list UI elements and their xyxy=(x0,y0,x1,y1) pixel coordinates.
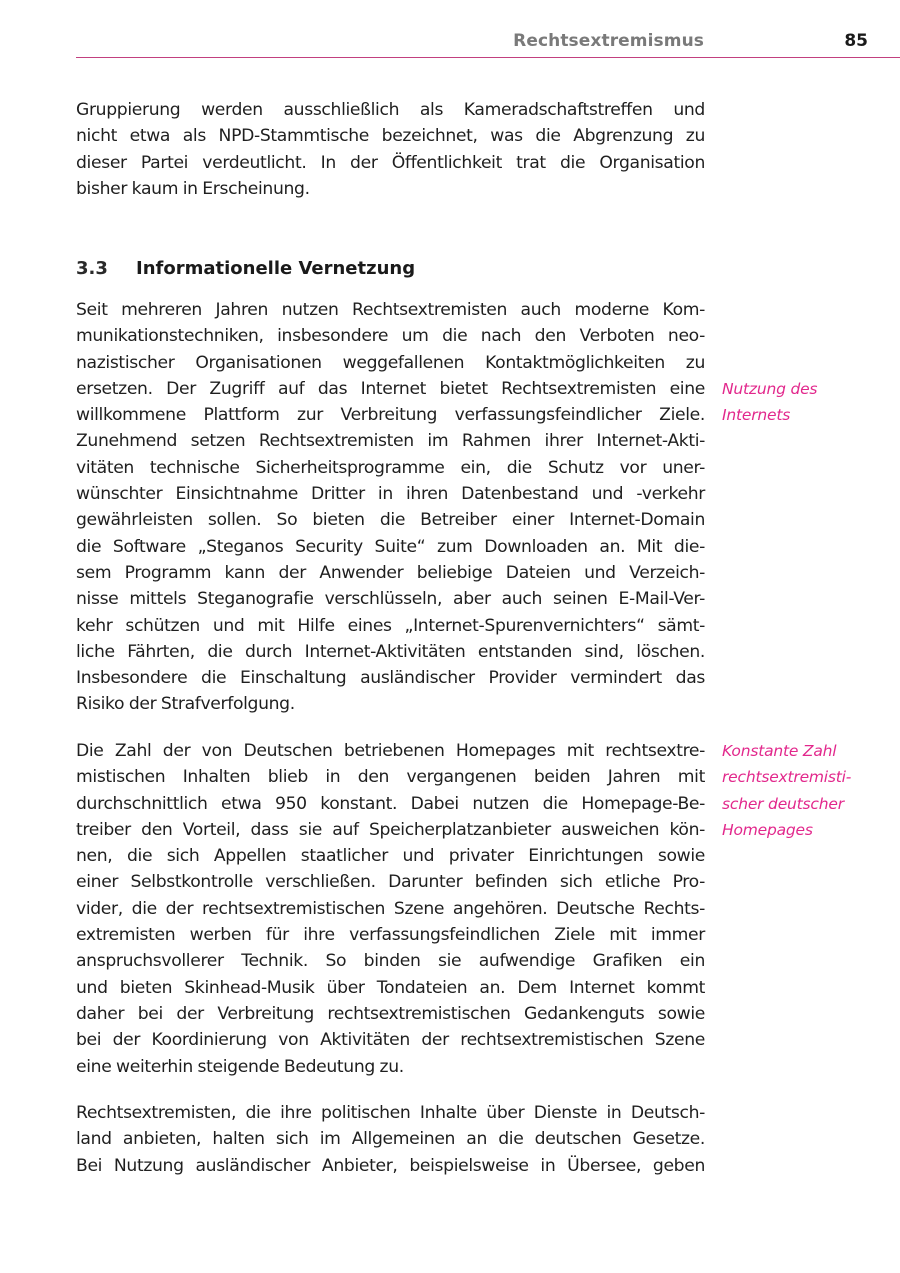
text-line: sem Programm kann der Anwender beliebige Dateien und Verzeich- xyxy=(76,562,705,583)
text-line: liche Fährten, die durch Internet-Aktivitäten entstanden sind, löschen. xyxy=(76,641,705,662)
margin-note-internet-usage xyxy=(722,376,892,429)
text-line: vitäten technische Sicherheitsprogramme ein, die Schutz vor uner- xyxy=(76,457,705,478)
text-line: nisse mittels Steganografie verschlüsseln, aber auch seinen E-Mail-Ver- xyxy=(76,589,705,610)
text-line: bei der Koordinierung von Aktivitäten der rechtsextremistischen Szene xyxy=(76,1030,705,1051)
text-line: dieser Partei verdeutlicht. In der Öffentlichkeit trat die Organisation xyxy=(76,152,705,173)
text-line: Risiko der Strafverfolgung. xyxy=(76,694,295,715)
page-number: 85 xyxy=(844,31,868,51)
section-title: Informationelle Vernetzung xyxy=(136,258,416,279)
text-line: anspruchsvollerer Technik. So binden sie aufwendige Grafiken ein xyxy=(76,951,705,972)
running-title: Rechtsextremismus xyxy=(513,31,704,51)
text-line: Seit mehreren Jahren nutzen Rechtsextremisten auch moderne Kom- xyxy=(76,300,705,320)
text-line: Die Zahl der von Deutschen betriebenen Homepages mit rechtsextre- xyxy=(76,741,705,761)
text-line: willkommene Plattform zur Verbreitung verfassungsfeindlicher Ziele. xyxy=(76,405,705,426)
text-line: munikationstechniken, insbesondere um die nach den Verboten neo- xyxy=(76,326,705,347)
paragraph-foreign-providers xyxy=(76,1100,705,1179)
paragraph-homepages xyxy=(76,738,705,1080)
text-line: nazistischer Organisationen weggefallenen Kontaktmöglichkeiten zu xyxy=(76,352,705,373)
margin-note-line: Nutzung des xyxy=(722,380,818,398)
paragraph-continuation xyxy=(76,97,705,202)
text-line: treiber den Vorteil, dass sie auf Speicherplatzanbieter ausweichen kön- xyxy=(76,819,705,840)
section-number: 3.3 xyxy=(76,258,108,279)
text-line: vider, die der rechtsextremistischen Szene angehören. Deutsche Rechts- xyxy=(76,898,705,919)
margin-note-line: Internets xyxy=(722,406,791,425)
text-line: ersetzen. Der Zugriff auf das Internet bietet Rechtsextremisten eine xyxy=(76,378,705,399)
text-line: land anbieten, halten sich im Allgemeinen an die deutschen Gesetze. xyxy=(76,1129,705,1150)
text-line: Bei Nutzung ausländischer Anbieter, beispielsweise in Übersee, geben xyxy=(76,1155,705,1176)
margin-note-line: rechtsextremisti- xyxy=(722,768,852,787)
text-line: gewährleisten sollen. So bieten die Betreiber einer Internet-Domain xyxy=(76,510,705,531)
text-line: nicht etwa als NPD-Stammtische bezeichnet, was die Abgrenzung zu xyxy=(76,126,705,147)
text-line: durchschnittlich etwa 950 konstant. Dabei nutzen die Homepage-Be- xyxy=(76,793,705,814)
text-line: eine weiterhin steigende Bedeutung zu. xyxy=(76,1056,404,1077)
running-header xyxy=(76,0,900,58)
text-line: Insbesondere die Einschaltung ausländischer Provider vermindert das xyxy=(76,668,705,689)
text-line: Rechtsextremisten, die ihre politischen Inhalte über Dienste in Deutsch- xyxy=(76,1103,705,1123)
margin-note-line: Konstante Zahl xyxy=(722,742,837,760)
paragraph-internet-usage xyxy=(76,297,705,718)
text-line: Gruppierung werden ausschließlich als Kameradschaftstreffen und xyxy=(76,100,705,120)
text-line: kehr schützen und mit Hilfe eines „Internet-Spurenvernichters“ sämt- xyxy=(76,615,705,636)
margin-note-line: scher deutscher xyxy=(722,794,844,813)
text-line: die Software „Steganos Security Suite“ zum Downloaden an. Mit die- xyxy=(76,536,705,557)
text-line: einer Selbstkontrolle verschließen. Darunter befinden sich etliche Pro- xyxy=(76,872,705,893)
section-heading xyxy=(76,256,415,282)
text-line: Zunehmend setzen Rechtsextremisten im Rahmen ihrer Internet-Akti- xyxy=(76,431,705,452)
text-line: daher bei der Verbreitung rechtsextremistischen Gedankenguts sowie xyxy=(76,1003,705,1024)
text-line: nen, die sich Appellen staatlicher und privater Einrichtungen sowie xyxy=(76,846,705,867)
margin-note-line: Homepages xyxy=(722,820,813,839)
text-line: und bieten Skinhead-Musik über Tondateien an. Dem Internet kommt xyxy=(76,977,705,998)
text-line: extremisten werben für ihre verfassungsfeindlichen Ziele mit immer xyxy=(76,925,705,946)
text-line: bisher kaum in Erscheinung. xyxy=(76,178,310,199)
margin-note-constant-homepages xyxy=(722,738,892,843)
text-line: mistischen Inhalten blieb in den vergangenen beiden Jahren mit xyxy=(76,767,705,788)
text-line: wünschter Einsichtnahme Dritter in ihren Datenbestand und -verkehr xyxy=(76,484,705,505)
